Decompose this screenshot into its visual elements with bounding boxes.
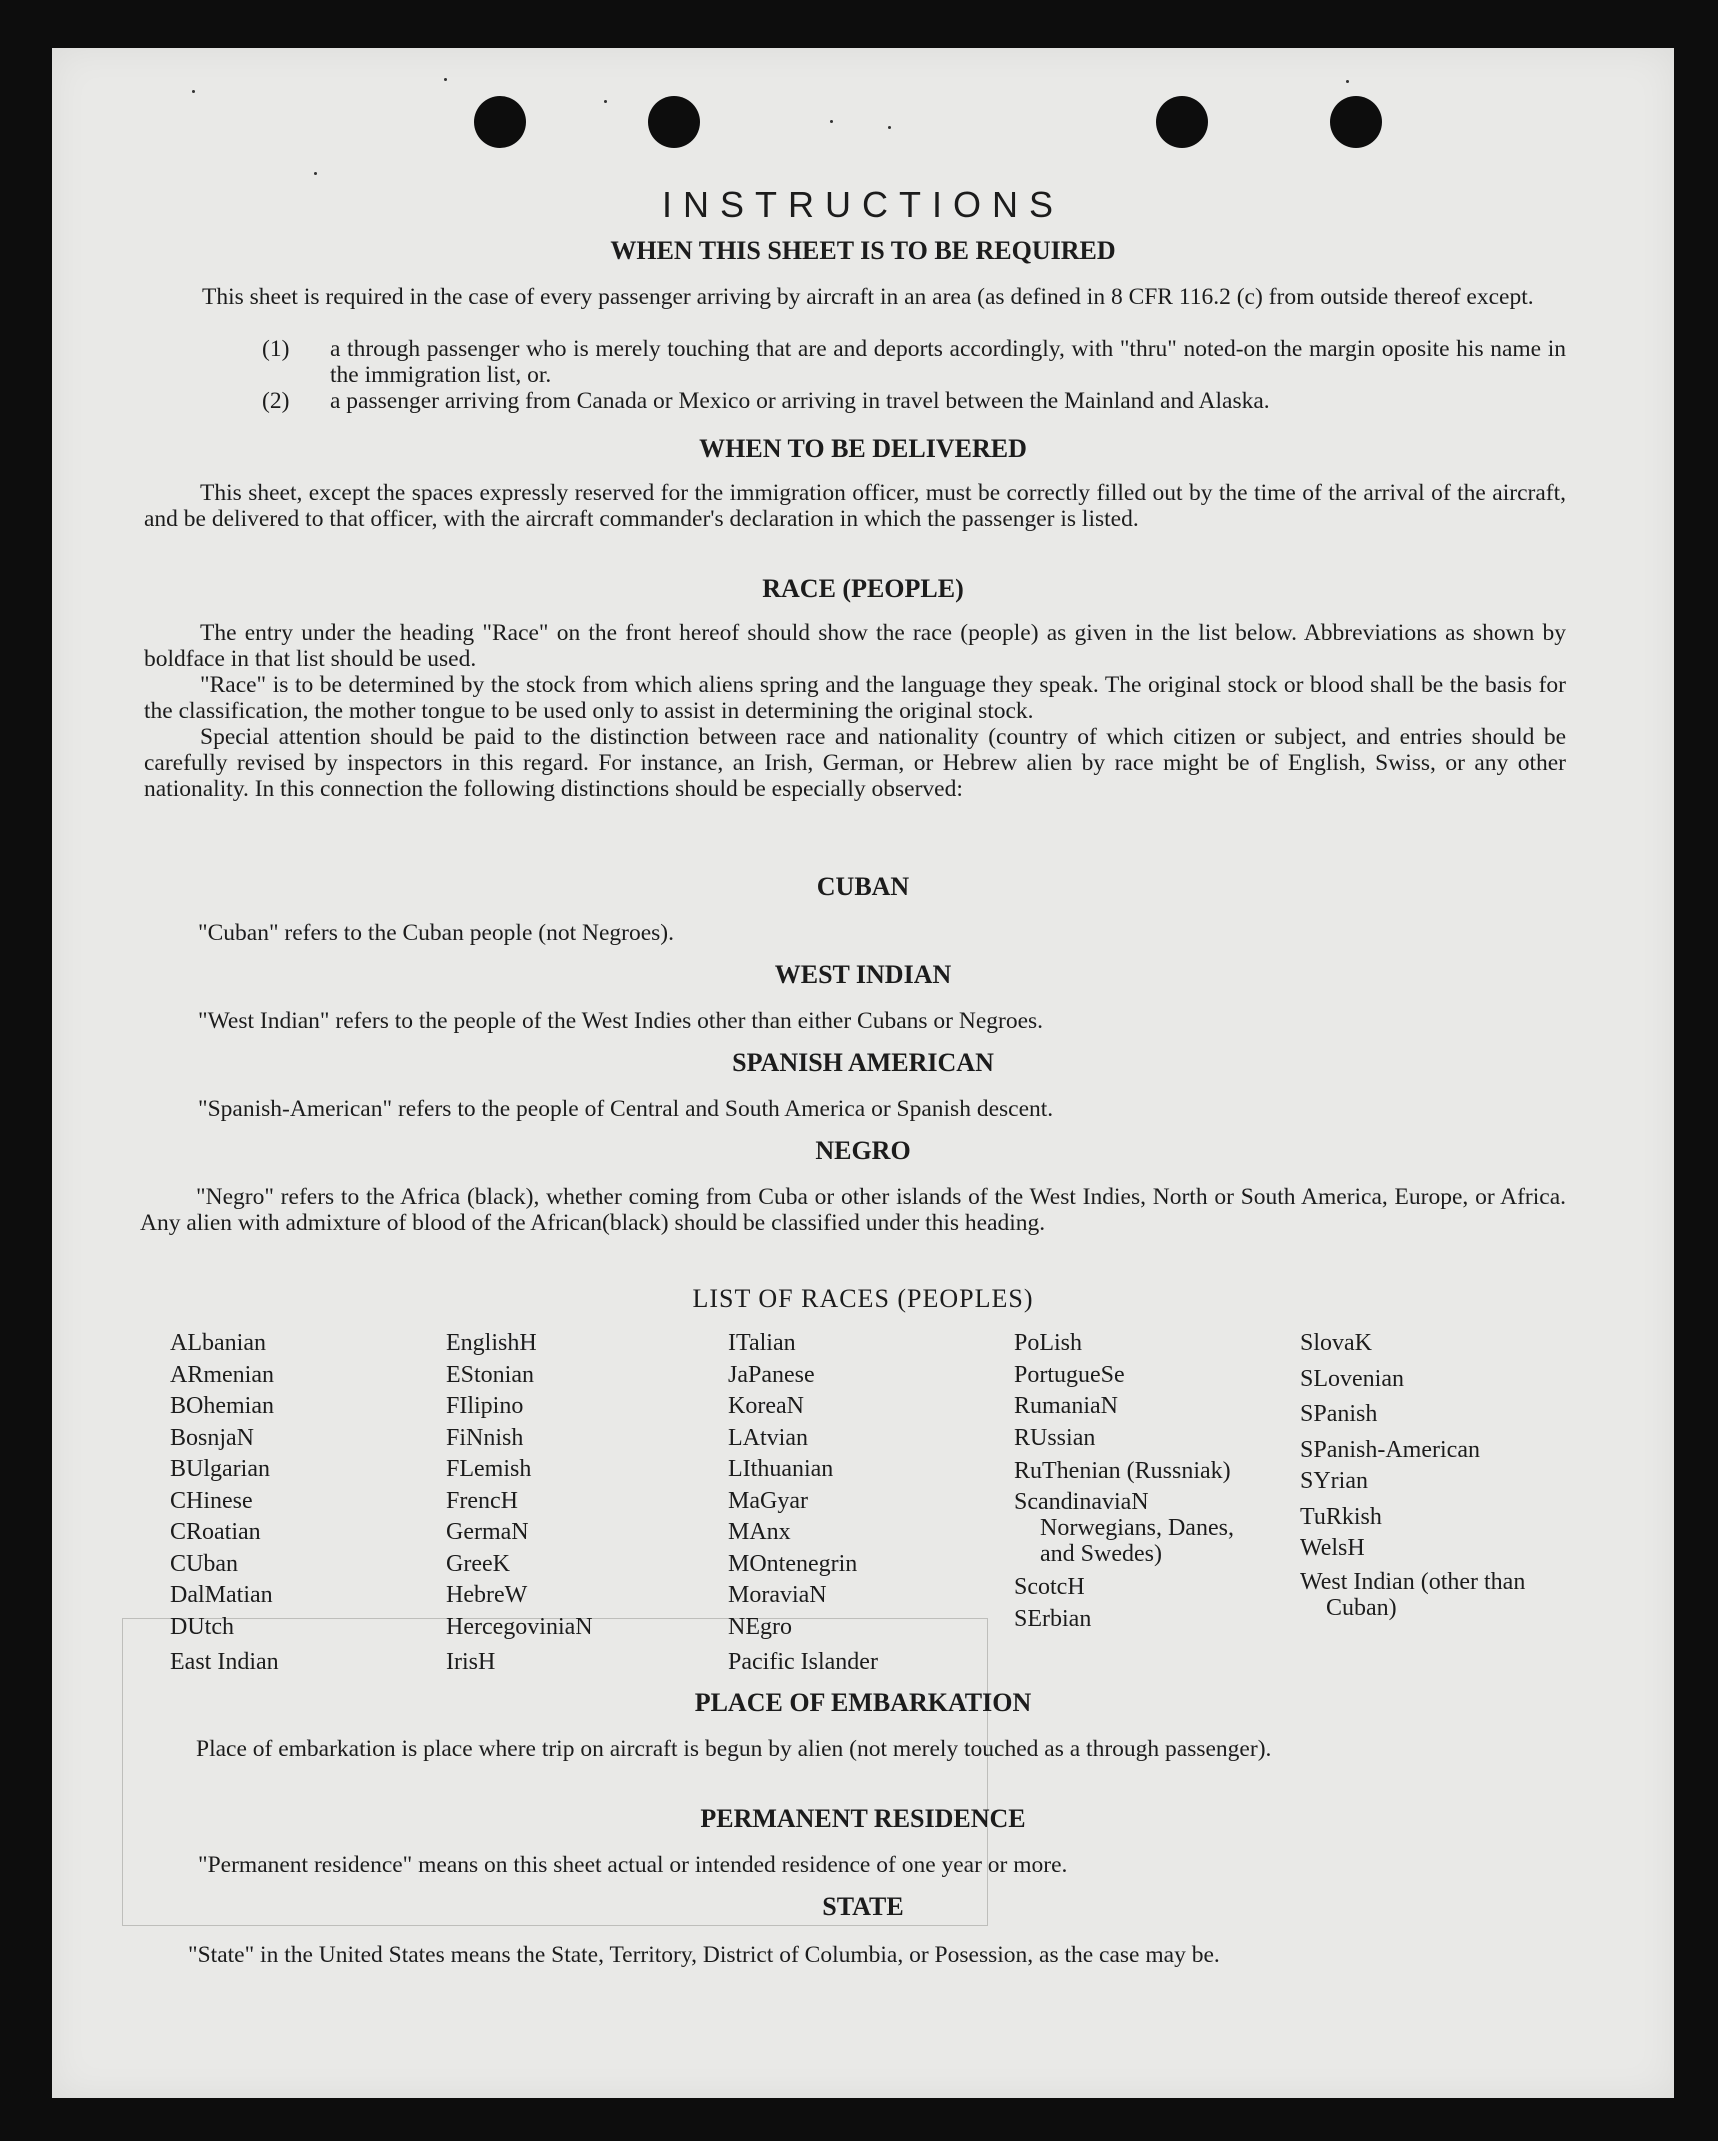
residence-text: "Permanent residence" means on this sheet actual or intended residence of one year or more.: [198, 1852, 1068, 1878]
races-column-1: ALbanian ARmenian BOhemian BosnjaN BUlgarian CHinese CRoatian CUban DalMatian DUtch East Indian: [170, 1330, 279, 1675]
heading-race: RACE (PEOPLE): [762, 574, 964, 603]
races-column-5: SlovaK SLovenian SPanish SPanish-American SYrian TuRkish WelsH West Indian (other than Cuban): [1300, 1330, 1526, 1621]
heading-embarkation: PLACE OF EMBARKATION: [694, 1688, 1032, 1717]
races-column-2: EnglishH EStonian FIlipino FiNnish FLemish FrencH GermaN GreeK HebreW HercegoviniaN IrisH: [446, 1330, 593, 1675]
races-column-3: ITalian JaPanese KoreaN LAtvian LIthuanian MaGyar MAnx MOntenegrin MoraviaN NEgro Pacific Islander: [728, 1330, 878, 1675]
race-p2: "Race" is to be determined by the stock from which aliens spring and the language they speak. The original stock or blood shall be the basis for the classification, the mother tongue to be used only to assist in determining the original stock.: [144, 672, 1566, 724]
spanish-american-text: "Spanish-American" refers to the people of Central and South America or Spanish descent.: [198, 1096, 1054, 1122]
punch-hole-3: [1156, 96, 1208, 148]
heading-residence: PERMANENT RESIDENCE: [700, 1804, 1026, 1833]
state-text: "State" in the United States means the State, Territory, District of Columbia, or Posession, as the case may be.: [188, 1942, 1220, 1968]
race-text: [144, 620, 1566, 802]
required-item1: a through passenger who is merely touching that are and deports accordingly, with "thru" noted-on the margin oposite his name in the immigration list, or.: [330, 336, 1566, 388]
heading-races-list: LIST OF RACES (PEOPLES): [692, 1284, 1034, 1313]
west-indian-text: "West Indian" refers to the people of the West Indies other than either Cubans or Negroes.: [198, 1008, 1044, 1034]
embarkation-text: Place of embarkation is place where trip on aircraft is begun by alien (not merely touched as a through passenger).: [196, 1736, 1272, 1762]
heading-spanish-american: SPANISH AMERICAN: [732, 1048, 994, 1077]
document-sheet: [52, 48, 1674, 2098]
heading-cuban: CUBAN: [816, 872, 910, 901]
punch-hole-1: [474, 96, 526, 148]
required-item2: a passenger arriving from Canada or Mexico or arriving in travel between the Mainland and Alaska.: [330, 388, 1270, 414]
heading-negro: NEGRO: [815, 1136, 911, 1165]
negro-text: "Negro" refers to the Africa (black), whether coming from Cuba or other islands of the West Indies, North or South America, Europe, or Africa. Any alien with admixture of blood of the African(black) should be classified under this heading.: [140, 1184, 1566, 1236]
delivered-text: This sheet, except the spaces expressly reserved for the immigration officer, must be correctly filled out by the time of the arrival of the aircraft, and be delivered to that officer, with the aircraft commander's declaration in which the passenger is listed.: [144, 480, 1566, 532]
race-p3: Special attention should be paid to the distinction between race and nationality (country of which citizen or subject, and entries should be carefully revised by inspectors in this regard. For instance, an Irish, German, or Hebrew alien by race might be of English, Swiss, or any other nationality. In this connection the following distinctions should be especially observed:: [144, 724, 1566, 802]
heading-required: WHEN THIS SHEET IS TO BE REQUIRED: [610, 236, 1116, 265]
punch-hole-4: [1330, 96, 1382, 148]
cuban-text: "Cuban" refers to the Cuban people (not Negroes).: [198, 920, 674, 946]
required-item2-num: (2): [262, 388, 290, 414]
races-column-4: PoLish PortugueSe RumaniaN RUssian RuThenian (Russniak) ScandinaviaN Norwegians, Danes, and Swedes) ScotcH SErbian: [1014, 1330, 1234, 1632]
heading-delivered: WHEN TO BE DELIVERED: [699, 434, 1027, 463]
heading-west-indian: WEST INDIAN: [774, 960, 952, 989]
required-item1-num: (1): [262, 336, 290, 362]
heading-state: STATE: [822, 1892, 904, 1921]
race-p1: The entry under the heading "Race" on the front hereof should show the race (people) as given in the list below. Abbreviations as shown by boldface in that list should be used.: [144, 620, 1566, 672]
page-title: INSTRUCTIONS: [662, 184, 1064, 225]
required-intro: This sheet is required in the case of every passenger arriving by aircraft in an area (as defined in 8 CFR 116.2 (c) from outside thereof except.: [202, 284, 1534, 310]
punch-hole-2: [648, 96, 700, 148]
